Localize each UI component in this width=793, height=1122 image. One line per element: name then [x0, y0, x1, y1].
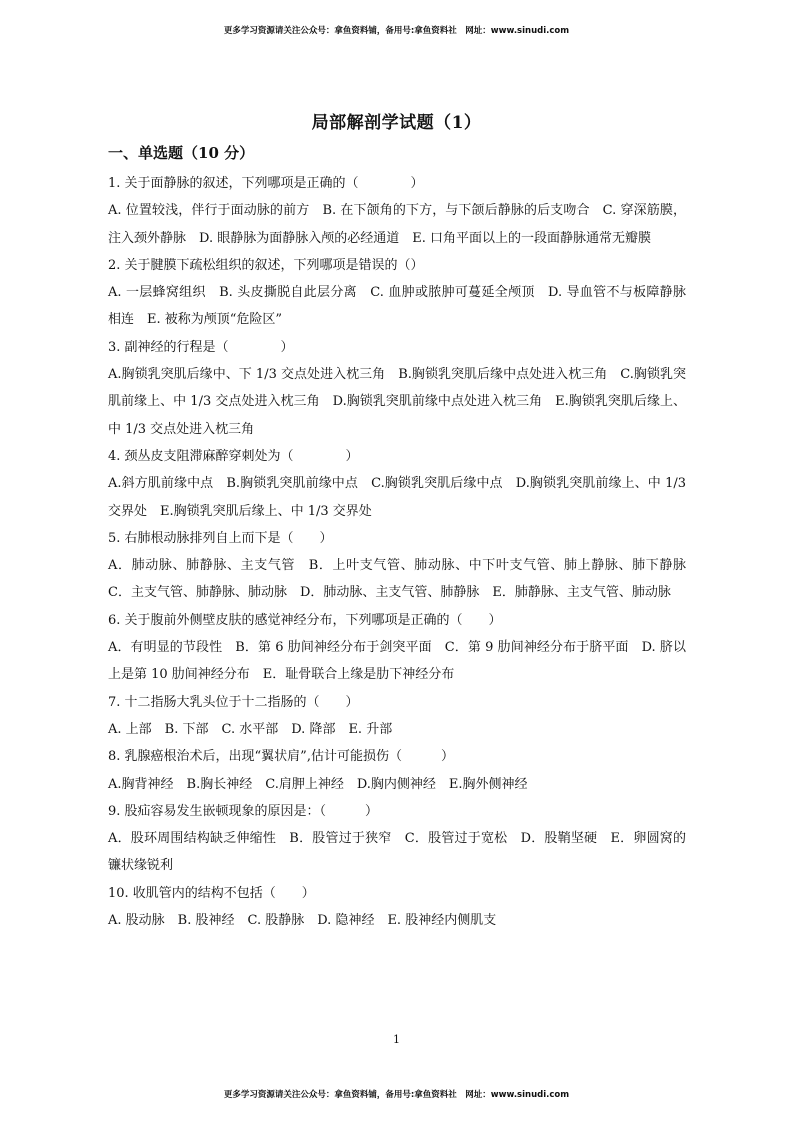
question-options: A. 位置较浅，伴行于面动脉的前方 B. 在下颌角的下方，与下颌后静脉的后支吻合 C. 穿深筋膜，注入颈外静脉 D. 眼静脉为面静脉入颅的必经通道 E. 口角平面以上的一段面静脉通常无瓣膜	[108, 203, 686, 246]
question	[108, 880, 686, 935]
question-stem: 8. 乳腺癌根治术后，出现“翼状肩”,估计可能损伤（ ）	[108, 749, 454, 765]
question	[108, 743, 686, 798]
question-stem: 7. 十二指肠大乳头位于十二指肠的（ ）	[108, 694, 359, 710]
question	[108, 443, 686, 525]
question-stem: 3. 副神经的行程是（ ）	[108, 339, 294, 355]
question-stem: 9. 股疝容易发生嵌顿现象的原因是：（ ）	[108, 803, 379, 819]
page-number: 1	[393, 1033, 400, 1046]
question-options: A. 股动脉 B. 股神经 C. 股静脉 D. 隐神经 E. 股神经内侧肌支	[108, 913, 497, 929]
question-stem: 2. 关于腱膜下疏松组织的叙述，下列哪项是错误的（）	[108, 257, 424, 273]
question	[108, 689, 686, 744]
question	[108, 170, 686, 252]
question	[108, 252, 686, 334]
question-options: A．股环周围结构缺乏伸缩性 B．股管过于狭窄 C．股管过于宽松 D．股鞘坚硬 E．卵圆窝的镰状缘锐利	[108, 831, 686, 874]
question	[108, 798, 686, 880]
question-options: A.胸背神经 B.胸长神经 C.肩胛上神经 D.胸内侧神经 E.胸外侧神经	[108, 776, 528, 792]
question	[108, 334, 686, 443]
question-options: A.胸锁乳突肌后缘中、下 1/3 交点处进入枕三角 B.胸锁乳突肌后缘中点处进入枕三角 C.胸锁乳突肌前缘上、中 1/3 交点处进入枕三角 D.胸锁乳突肌前缘中点处进入枕三角 E.胸锁乳突肌后缘上、中 1/3 交点处进入枕三角	[108, 367, 686, 437]
question-options: A．有明显的节段性 B．第 6 肋间神经分布于剑突平面 C．第 9 肋间神经分布于脐平面 D. 脐以上是第 10 肋间神经分布 E．耻骨联合上缘是肋下神经分布	[108, 640, 686, 683]
footer-banner: 更多学习资源请关注公众号：拿鱼资料铺，备用号:拿鱼资料社 网址：www.sinudi.com	[223, 1090, 570, 1100]
question-stem: 4. 颈丛皮支阻滞麻醉穿刺处为（ ）	[108, 448, 359, 464]
question-stem: 1. 关于面静脉的叙述，下列哪项是正确的（ ）	[108, 176, 424, 191]
question-options: A．肺动脉、肺静脉、主支气管 B．上叶支气管、肺动脉、中下叶支气管、肺上静脉、肺下静脉 C．主支气管、肺静脉、肺动脉 D．肺动脉、主支气管、肺静脉 E．肺静脉、主支气管、肺动脉	[108, 558, 700, 601]
header-banner: 更多学习资源请关注公众号：拿鱼资料铺，备用号:拿鱼资料社 网址：www.sinudi.com	[223, 26, 570, 36]
question-stem: 6. 关于腹前外侧壁皮肤的感觉神经分布，下列哪项是正确的（ ）	[108, 612, 502, 628]
question-options: A.斜方肌前缘中点 B.胸锁乳突肌前缘中点 C.胸锁乳突肌后缘中点 D.胸锁乳突肌前缘上、中 1/3 交界处 E.胸锁乳突肌后缘上、中 1/3 交界处	[108, 476, 686, 519]
question-options: A. 一层蜂窝组织 B. 头皮撕脱自此层分离 C. 血肿或脓肿可蔓延全颅顶 D. 导血管不与板障静脉相连 E. 被称为颅顶“危险区”	[108, 285, 686, 328]
question	[108, 607, 686, 689]
question-stem: 5. 右肺根动脉排列自上而下是（ ）	[108, 530, 333, 546]
question	[108, 525, 700, 607]
question-list	[108, 170, 700, 934]
question-options: A. 上部 B. 下部 C. 水平部 D. 降部 E. 升部	[108, 721, 393, 737]
page-title: 局部解剖学试题（1）	[311, 113, 482, 133]
question-stem: 10. 收肌管内的结构不包括（ ）	[108, 885, 315, 901]
section-title: 一、单选题（10 分）	[108, 144, 255, 162]
